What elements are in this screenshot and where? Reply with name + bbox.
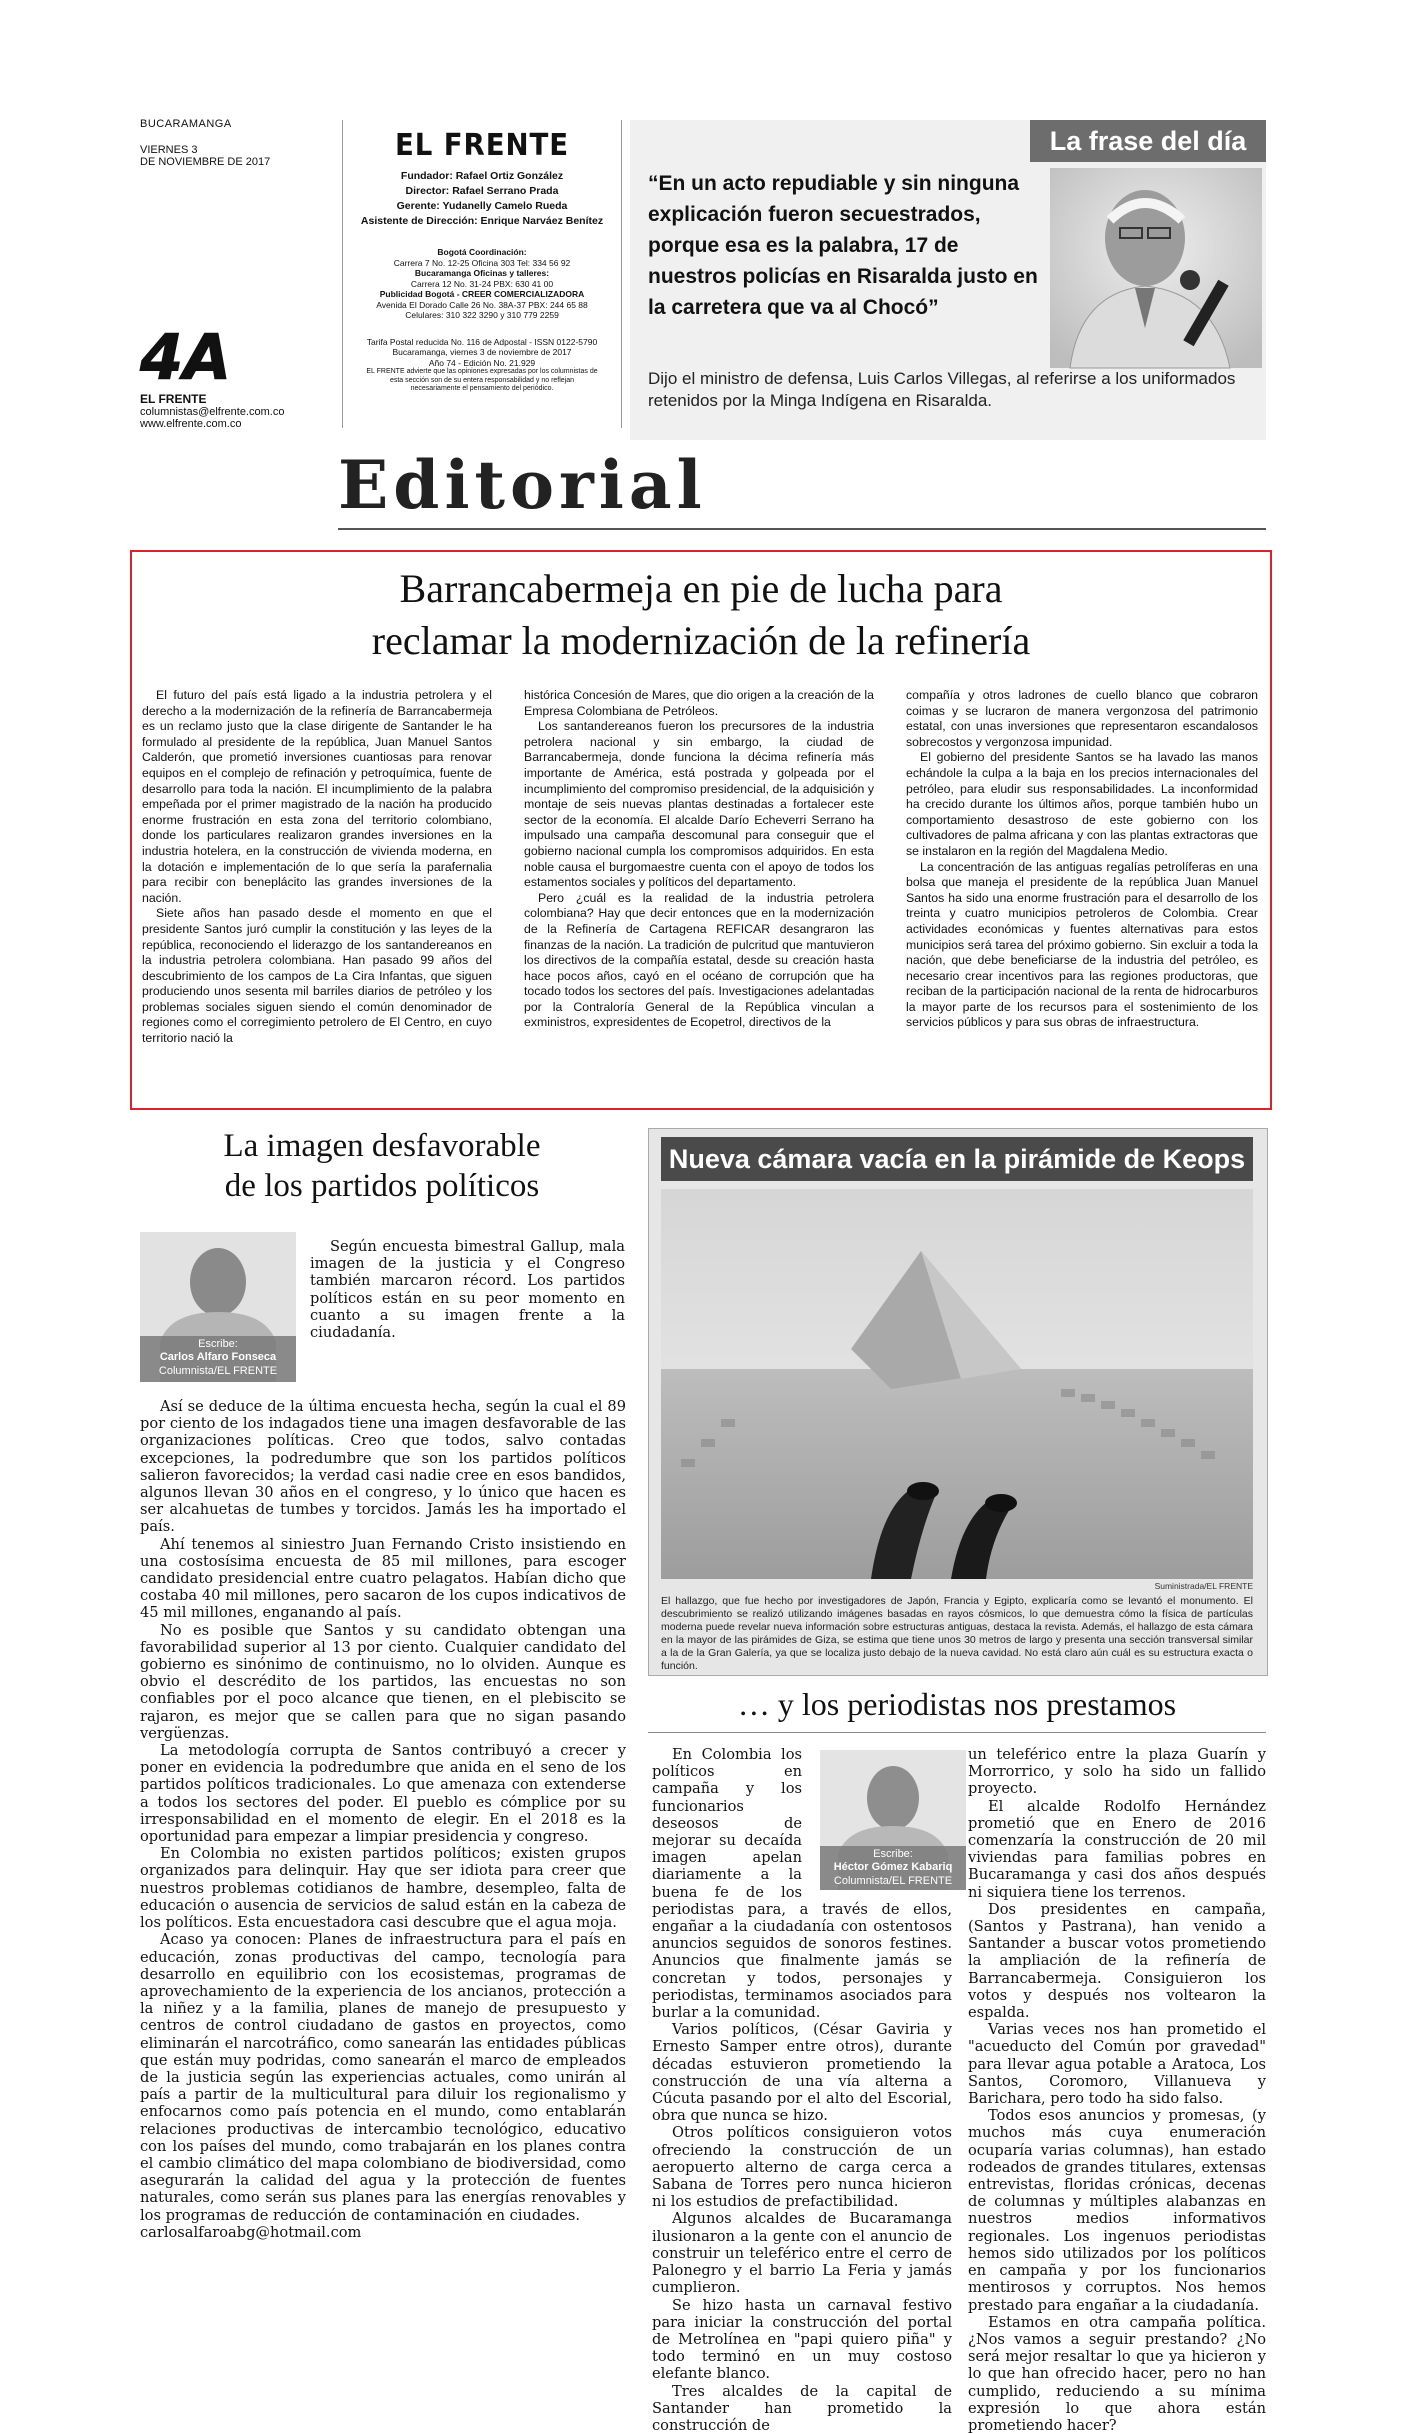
paragraph: Varias veces nos han prometido el "acueducto del Común por gravedad" para llevar agua potable a Aratoca, Los Santos, Coromoro, Villanueva y Barichara, pero todo ha sido falso. [968, 2021, 1266, 2108]
paragraph: Según encuesta bimestral Gallup, mala imagen de la justicia y el Congreso también marcaron récord. Los partidos políticos están en su peor momento en cuanto a su imagen frente a la ciudadanía. [310, 1238, 625, 1342]
editorial-box [130, 550, 1272, 1110]
pyramid-image-icon [661, 1189, 1253, 1579]
column-right-headline: … y los periodistas nos prestamos [737, 1686, 1177, 1722]
paragraph: En Colombia los políticos en campaña y los funcionarios deseosos de mejorar su decaída imagen apelan diariamente a la buena fe de los periodistas para, a través de ellos, engañar a la ciudadanía con ostentosos anuncios seguidos de sonoros festines. Anuncios que finalmente jamás se concretan y todos, personajes y periodistas, terminamos asociados para burlar a la comunidad. [652, 1746, 952, 2022]
staff-line-2: Director: Rafael Serrano Prada [405, 185, 559, 197]
editorial-col-2 [524, 688, 874, 1031]
staff-line-3: Gerente: Yudanelly Camelo Rueda [396, 200, 568, 212]
city-label: BUCARAMANGA [140, 118, 232, 130]
paragraph: Varios políticos, (César Gaviria y Ernesto Samper entre otros), durante décadas estuvieron prometiendo la construcción de una vía alterna a Cúcuta pasando por el alto del Escorial, obra que nunca se hizo. [652, 2021, 952, 2125]
staff-box [342, 120, 622, 428]
staff-logo: EL FRENTE [394, 128, 570, 163]
paragraph: Otros políticos consiguieron votos ofreciendo la construcción de un aeropuerto alterno de carga cerca a Sabana de Torres pero nunca hicieron ni los estudios de prefactibilidad. [652, 2124, 952, 2211]
paragraph: El futuro del país está ligado a la industria petrolera y el derecho a la modernización de la refinería de Barrancabermeja es un reclamo justo que la clase dirigente de Santander le ha formulado al presidente de la república, Juan Manuel Santos Calderón, que prometió inversiones cuantiosas para renovar equipos en el complejo de refinación y petroquímica, fuente de desarrollo para toda la nación. El incumplimiento de la palabra empeñada por el primer magistrado de la nación ha producido enorme frustración en esta zona del territorio colombiano, donde los particulares realizaron grandes inversiones en la industria hotelera, en la construcción de vivienda moderna, en la dotación e implementación de lo que sería la parafernalia para recibir con beneplácito las grandes inversiones de la nación. [142, 688, 492, 905]
pyramid-photo [661, 1189, 1253, 1579]
paragraph: Tres alcaldes de la capital de Santander han prometido la construcción de [652, 2382, 952, 2434]
paragraph: compañía y otros ladrones de cuello blanco que cobraron coimas y se lucraron de manera vergonzosa del patrimonio estatal, con unas inversiones que representaron escandalosos sobrecostos y vergonzosa impunidad. [906, 688, 1258, 749]
paragraph: Ahí tenemos al siniestro Juan Fernando Cristo insistiendo en una costosísima encuesta de 85 mil millones, para escoger candidato presidencial entre cuatro pelagatos. Habían dicho que costaba 40 mil millones, pero sacaron de los cupos indicativos de 45 mil millones, enganando al país. [140, 1535, 626, 1622]
paragraph: Todos esos anuncios y promesas, (y muchos más cuya enumeración ocuparía varias columnas), han estado rodeados de grandes titulares, extensas entrevistas, floridas crónicas, decenas de columnas y múltiples alabanzas en nuestros medios informativos regionales. Los ingenuos periodistas hemos sido utilizados por los políticos en campaña y por los funcionarios mentirosos y corruptos. Nos hemos prestado para engañar a la ciudadanía. [968, 2107, 1266, 2314]
author-name: Carlos Alfaro Fonseca [159, 1351, 277, 1363]
editorial-col-1 [142, 688, 492, 1047]
paragraph: un teleférico entre la plaza Guarín y Morrorrico, y solo ha sido un fallido proyecto. [968, 1746, 1266, 1798]
paragraph: La concentración de las antiguas regalías petrolíferas en una bolsa que maneja el presidente de la república Juan Manuel Santos ha sido una enorme frustración para el desarrollo de los treinta y cuatro municipios petroleros de Colombia. Crear actividades económicas y fuentes alternativas para estos municipios será tarea del próximo gobierno. Sin excluir a toda la nación, que debe beneficiarse de la industria del petróleo, es necesario crear incentivos para las regiones productoras, que reciban de la participación nacional de la renta de hidrocarburos la mayor parte de los recursos para el sostenimiento de los servicios públicos y para sus obras de infraestructura. [906, 859, 1258, 1030]
quote-photo [1050, 168, 1262, 368]
column-right-col-1 [652, 1746, 952, 2434]
editorial-headline-2: reclamar la modernización de la refinería [371, 618, 1031, 663]
paragraph: Acaso ya conocen: Planes de infraestructura para el país en educación, zonas productivas del campo, tecnología para desarrollo en equilibrio con los ecosistemas, programas de aprovechamiento de la experiencia de los ancianos, protección a la niñez y a la familia, planes de manejo de presupuesto y centros de control ciudadano de gastos en proyectos, como eliminarán el narcotráfico, como sanearán las entidades públicas que están muy podridas, como sanearán el marco de empleados de la justicia según las experiencias actuales, como unirán al país a partir de la multicultural para diluir los regionalismo y enfocarnos como país potencia en el mundo, como entablarán relaciones productivas de intercambio tecnológico, educativo con los países del mundo, como trabajarán en los planes contra el cambio climático del mapa colombiano de biodiversidad, como asegurarán la calidad del agua y la protección de fuentes naturales, como serán sus planes para las energías renovables y los programas de reducción de contaminación en ciudades. [140, 1931, 626, 2224]
date-line-2: DE NOVIEMBRE DE 2017 [140, 156, 271, 168]
legal-line: EL FRENTE advierte que las opiniones expresadas por los columnistas de [366, 368, 598, 375]
date-line-1: VIERNES 3 [140, 144, 198, 156]
office-line: Carrera 7 No. 12-25 Oficina 303 Tel: 334 56 92 [393, 257, 571, 268]
photo-story [648, 1128, 1268, 1676]
column-left-headline-2: de los partidos políticos [224, 1168, 540, 1204]
paragraph: En Colombia no existen partidos políticos; existen grupos organizados para delinquir. Hay que ser idiota para creer que nuestros problemas cotidianos de hambre, desempleo, falta de educación o ausencia de servicios de salud están en la cabeza de los políticos. Esta encuestadora casi descubre que el agua moja. [140, 1845, 626, 1932]
staff-line-1: Fundador: Rafael Ortiz González [400, 170, 564, 182]
paragraph: Siete años han pasado desde el momento en que el presidente Santos juró cumplir la constitución y las leyes de la república, reconociendo el liderazgo de los santandereanos en la industria petrolera colombiana. Han pasado 99 años del descubrimiento de los campos de La Cira Infantas, que siguen produciendo unos sesenta mil barriles diarios de petróleo y los problemas sociales siguen siendo el común denominador de regiones como el corregimiento petrolero de El Centro, en cuyo territorio nació la [142, 906, 492, 1046]
column-left-headline-1: La imagen desfavorable [223, 1128, 541, 1164]
staff-line-4: Asistente de Dirección: Enrique Narváez Benítez [360, 215, 604, 227]
legal-line: Año 74 - Edición No. 21.929 [428, 357, 536, 368]
quote-text: “En un acto repudiable y sin ninguna explicación fueron secuestrados, porque esa es la palabra, 17 de nuestros policías en Risaralda justo en la carretera que va al Chocó” [648, 172, 1038, 319]
author-name: Héctor Gómez Kabariq [833, 1861, 953, 1873]
paragraph: La metodología corrupta de Santos contribuyó a crecer y poner en evidencia la podredumbre que anida en el seno de los partidos políticos tradicionales. Lo que amenaza con extenderse a todos los sectores del poder. El pueblo es cómplice por su irresponsabilidad en el momento de elegir. En el 2018 es la oportunidad para empezar a limpiar presidencia y congreso. [140, 1742, 626, 1846]
column-left-intro [310, 1238, 625, 1341]
paragraph: No es posible que Santos y su candidato obtengan una favorabilidad superior al 13 por ciento. Cualquier candidato del gobierno es sinónimo de continuismo, no lo olviden. Aunque es obvio el descrédito de los partidos, las encuestas no son confiables por el poco alcance que tienen, en el plebiscito se rajaron, es mejor que se callen para que no sigan pasando vergüenzas. [140, 1621, 626, 1742]
paragraph: Se hizo hasta un carnaval festivo para iniciar la construcción del portal de Metrolínea en "papi quiero piña" y todo terminó en un muy costoso elefante blanco. [652, 2296, 952, 2383]
column-left-body [140, 1398, 626, 2308]
photo-credit: Suministrada/EL FRENTE [1154, 1581, 1253, 1591]
paragraph: Los santandereanos fueron los precursores de la industria petrolera nacional y sin embargo, la ciudad de Barrancabermeja, donde funciona la décima refinería más importante de América, está postrada y golpeada por el incumplimiento del compromiso presidencial, de la adquisición y montaje de seis nuevas plantas destinadas a fortalecer este sector de la economía. El alcalde Darío Echeverri Serrano ha impulsado una campaña descomunal para conseguir que el gobierno nacional cumpla los compromisos adquiridos. En esta noble causa el burgomaestre cuenta con el apoyo de todos los estamentos sociales y políticos del departamento. [524, 719, 874, 890]
byline-label: Escribe: [873, 1848, 913, 1860]
paper-name-small: EL FRENTE [140, 392, 207, 406]
legal-line: Bucaramanga, viernes 3 de noviembre de 2017 [392, 347, 572, 357]
office-line: Bucaramanga Oficinas y talleres: [414, 268, 550, 278]
section-title: Editorial [338, 446, 707, 524]
office-line: Bogotá Coordinación: [437, 247, 527, 257]
office-line: Carrera 12 No. 31-24 PBX: 630 41 00 [410, 278, 554, 289]
paragraph: Pero ¿cuál es la realidad de la industria petrolera colombiana? Hay que decir entonces que en la modernización de la Refinería de Cartagena REFICAR desangraron las finanzas de la nación. La tradición de pulcritud que mantuvieron los directivos de la compañía estatal, desde su creación hasta hace pocos años, cayó en el océano de corrupción que ha tocado todos los sectores del país. Investigaciones adelantadas por la Contraloría General de la República vinculan a exministros, expresidentes de Ecopetrol, directivos de la [524, 890, 874, 1030]
quote-header: La frase del día [1030, 120, 1266, 162]
photo-caption: El hallazgo, que fue hecho por investigadores de Japón, Francia y Egipto, explicaría como se levantó el monumento. El descubrimiento se realizó utilizando imágenes basadas en rayos cósmicos, lo que demuestra cómo la física de partículas moderna puede revelar nueva información sobre estructuras antiguas, destaca la revista. Además, el hallazgo de esta cámara en la mayor de las pirámides de Giza, se estima que tiene unos 30 metros de largo y presenta una sección transversal similar a la de la Gran Galería, ya que se localiza justo debajo de la nueva cavidad. No está claro aún cuál es su estructura exacta o función. [661, 1595, 1253, 1672]
office-line: Celulares: 310 322 3290 y 310 779 2259 [405, 310, 559, 320]
legal-line: Tarifa Postal reducida No. 116 de Adpostal - ISSN 0122-5790 [366, 336, 598, 347]
office-line: Publicidad Bogotá - CREER COMERCIALIZADORA [379, 289, 585, 299]
paragraph: Dos presidentes en campaña, (Santos y Pastrana), han venido a Santander a buscar votos prometiendo la ampliación de la refinería de Barrancabermeja. Consiguieron los votos y después nos voltearon la espalda. [968, 1900, 1266, 2022]
editorial-col-3 [906, 688, 1258, 1031]
editorial-headline-1: Barrancabermeja en pie de lucha para [399, 566, 1003, 611]
author-email: carlosalfaroabg@hotmail.com [140, 2223, 362, 2241]
legal-line: necesariamente el pensamiento del periódico. [410, 385, 554, 392]
author-photo-left [140, 1232, 296, 1382]
website-label: www.elfrente.com.co [140, 418, 242, 430]
office-line: Avenida El Dorado Calle 26 No. 38A-37 PBX: 244 65 88 [376, 299, 588, 310]
page-number: 4A [140, 321, 232, 394]
photo-story-header: Nueva cámara vacía en la pirámide de Keops [661, 1137, 1253, 1181]
byline-label: Escribe: [198, 1338, 238, 1350]
paragraph: Estamos en otra campaña política. ¿Nos vamos a seguir prestando? ¿No será mejor resaltar lo que ya hicieron y lo que han ofrecido hacer, pero no han cumplido, reduciendo a su mínima expresión lo que ahora están prometiendo hacer? [968, 2313, 1266, 2434]
quote-box [630, 120, 1266, 440]
paragraph: histórica Concesión de Mares, que dio origen a la creación de la Empresa Colombiana de Petróleos. [524, 688, 874, 718]
paragraph: El gobierno del presidente Santos se ha lavado las manos echándole la culpa a la baja en los precios internacionales del petróleo, para eludir sus responsabilidades. La inconformidad ha crecido durante los últimos años, porque también hubo un comportamiento desastroso de este gobierno con los cultivadores de palma africana y con las plantas extractoras que se instalaron en la región del Magdalena Medio. [906, 750, 1258, 858]
legal-line: esta sección son de su entera responsabilidad y no reflejan [389, 376, 575, 384]
paragraph: El alcalde Rodolfo Hernández prometió que en Enero de 2016 comenzaría la construcción de 20 mil viviendas para familias pobres en Bucaramanga y casi dos años después ni siquiera tiene los terrenos. [968, 1797, 1266, 1901]
author-role: Columnista/EL FRENTE [158, 1365, 278, 1377]
email-label: columnistas@elfrente.com.co [140, 406, 285, 418]
column-right-col-2 [968, 1746, 1266, 2434]
author-role: Columnista/EL FRENTE [833, 1875, 953, 1887]
column-right-rule [648, 1732, 1266, 1733]
section-rule [338, 528, 1266, 530]
paragraph: Algunos alcaldes de Bucaramanga ilusionaron a la gente con el anuncio de construir un teleférico entre el cerro de Palonegro y el barrio La Feria y jamás cumplieron. [652, 2210, 952, 2297]
minister-portrait-icon [1050, 168, 1262, 368]
paragraph: Así se deduce de la última encuesta hecha, según la cual el 89 por ciento de los indagados tiene una imagen desfavorable de las organizaciones políticas. Creo que todos, salvo contadas excepciones, la podredumbre que son los partidos políticos salieron favorecidos; la verdad casi nadie cree en esos bandidos, algunos llevan 30 años en el congreso, y lo único que hacen es ser alcahuetas de tumbes y torcidos. Jamás les ha importado el país. [140, 1398, 626, 1536]
masthead-left [140, 118, 330, 430]
quote-attribution: Dijo el ministro de defensa, Luis Carlos Villegas, al referirse a los uniformados retenidos por la Minga Indígena en Risaralda. [648, 369, 1236, 410]
